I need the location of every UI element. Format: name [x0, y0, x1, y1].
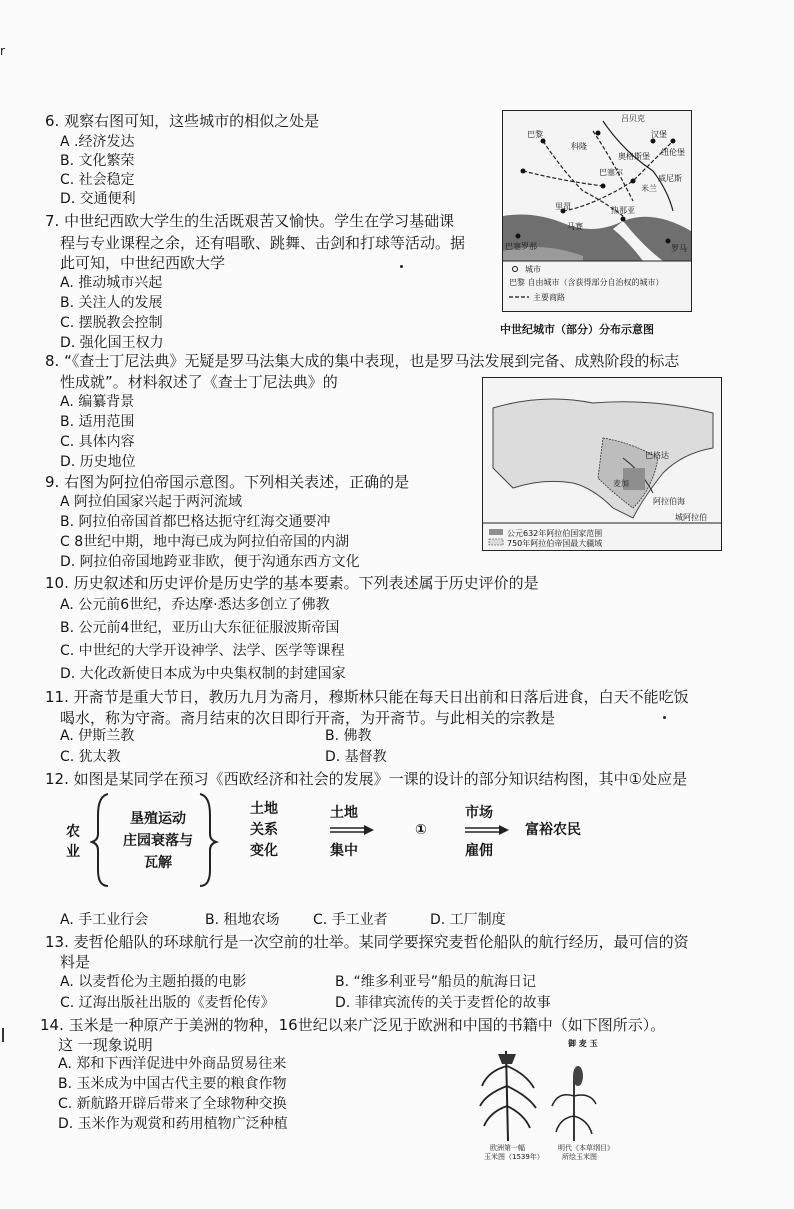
arab-empire-map-drawing [483, 378, 721, 550]
question-10-stem: 10. 历史叙述和历史评价是历史学的基本要素。下列表述属于历史评价的是 [45, 574, 539, 592]
map-city-label: 巴黎 [527, 130, 543, 139]
question-7-stem-line3: 此可知，中世纪西欧大学 [60, 254, 226, 272]
diagram-arrow1-bottom: 集中 [330, 843, 358, 859]
question-7-stem-line1: 7. 中世纪西欧大学生的生活既艰苦又愉快。学生在学习基础课 [45, 212, 455, 230]
q10-option-a[interactable]: A. 公元前6世纪，乔达摩·悉达多创立了佛教 [60, 597, 330, 613]
q14-option-d[interactable]: D. 玉米作为观赏和药用植物广泛种植 [58, 1116, 288, 1132]
question-11-stem-line2: 喝水，称为守斋。斋月结束的次日即行开斋，为开斋节。与此相关的宗教是 [60, 709, 556, 727]
q7-option-c[interactable]: C. 摆脱教会控制 [60, 315, 163, 331]
diagram-arrow2-top: 市场 [465, 805, 493, 821]
arab-map-label: 巴格达 [645, 451, 669, 460]
q8-option-d[interactable]: D. 历史地位 [60, 454, 136, 470]
arab-map-label: 阿拉伯海 [653, 497, 685, 506]
q6-option-d[interactable]: D. 交通便利 [60, 191, 136, 207]
stray-dot [663, 716, 666, 719]
question-11-stem-line1: 11. 开斋节是重大节日，教历九月为斋月，穆斯林只能在每天日出前和日落后进食，白天不能吃饭 [45, 688, 689, 706]
arrow-right-icon [465, 825, 509, 835]
question-14-stem-line2: 这 一现象说明 [58, 1036, 153, 1054]
map-city-label: 米兰 [641, 184, 657, 193]
diagram-change-line3: 变化 [250, 843, 278, 859]
q6-option-c[interactable]: C. 社会稳定 [60, 172, 135, 188]
corn-left-caption-line2: 玉米图（1539年） [484, 1153, 544, 1161]
q10-option-b[interactable]: B. 公元前4世纪，亚历山大东征征服波斯帝国 [60, 620, 340, 636]
q12-option-b[interactable]: B. 租地农场 [205, 912, 280, 928]
map-city-label: 吕贝克 [621, 114, 645, 123]
question-13-stem-line2: 料是 [60, 953, 91, 971]
knowledge-structure-diagram [60, 790, 640, 890]
map-legend-free-city: 巴黎 自由城市（含获得部分自治权的城市） [509, 278, 664, 287]
map-city-label: 科隆 [571, 142, 587, 151]
q8-option-c[interactable]: C. 具体内容 [60, 434, 135, 450]
question-13-stem-line1: 13. 麦哲伦船队的环球航行是一次空前的壮举。某同学要探究麦哲伦船队的航行经历，最可信的资 [45, 933, 689, 951]
question-8-stem-line1: 8. “《查士丁尼法典》无疑是罗马法集大成的集中表现，也是罗马法发展到完备、成熟阶段的标志 [45, 352, 680, 370]
question-7-stem-line2: 程与专业课程之余，还有唱歌、跳舞、击剑和打球等活动。据 [60, 234, 466, 252]
corn-right-caption-line2: 所绘玉米图 [562, 1153, 597, 1161]
q11-option-b[interactable]: B. 佛教 [325, 728, 372, 744]
diagram-box-line2: 庄园衰落与 [123, 833, 193, 849]
q10-option-d[interactable]: D. 大化改新使日本成为中央集权制的封建国家 [60, 666, 346, 682]
map-city-label: 热那亚 [611, 206, 635, 215]
q11-option-d[interactable]: D. 基督教 [325, 749, 387, 765]
edge-mark-2 [2, 1028, 4, 1042]
stray-dot [400, 265, 403, 268]
map-city-label: 奥格斯堡 [618, 152, 650, 161]
edge-mark: r [0, 44, 5, 58]
q6-option-b[interactable]: B. 文化繁荣 [60, 153, 135, 169]
corn-left-caption-line1: 欧洲第一幅 [490, 1144, 525, 1152]
map-city-label: 马赛 [567, 222, 583, 231]
q9-option-a[interactable]: A 阿拉伯国家兴起于两河流域 [60, 494, 243, 510]
corn-illustration-figure [478, 1038, 623, 1163]
arab-empire-map [482, 377, 722, 551]
question-6-stem: 6. 观察右图可知，这些城市的相似之处是 [45, 112, 320, 130]
q10-option-c[interactable]: C. 中世纪的大学开设神学、法学、医学等课程 [60, 643, 345, 659]
diagram-box-line1: 垦殖运动 [130, 811, 186, 827]
q6-option-a[interactable]: A .经济发达 [60, 134, 135, 150]
arab-map-legend-750: 750年阿拉伯帝国最大疆域 [507, 539, 603, 548]
q9-option-d[interactable]: D. 阿拉伯帝国地跨亚非欧，便于沟通东西方文化 [60, 554, 360, 570]
q14-option-b[interactable]: B. 玉米成为中国古代主要的粮食作物 [58, 1076, 287, 1092]
map-city-label: 里昂 [555, 202, 571, 211]
q11-option-c[interactable]: C. 犹太教 [60, 749, 121, 765]
map-city-label: 威尼斯 [658, 174, 682, 183]
diagram-box-line3: 瓦解 [144, 855, 172, 871]
map-city-label: 纽伦堡 [661, 148, 685, 157]
diagram-result: 富裕农民 [525, 822, 581, 838]
map-city-label: 罗马 [671, 244, 687, 253]
q7-option-a[interactable]: A. 推动城市兴起 [60, 275, 163, 291]
corn-figure-title: 御 麦 玉 [568, 1039, 598, 1048]
q13-option-b[interactable]: B. “维多利亚号”船员的航海日记 [335, 974, 537, 990]
diagram-left-top: 农 [66, 824, 80, 840]
question-12-stem: 12. 如图是某同学在预习《西欧经济和社会的发展》一课的设计的部分知识结构图，其中①处应是 [45, 770, 688, 788]
q14-option-c[interactable]: C. 新航路开辟后带来了全球物种交换 [58, 1096, 287, 1112]
q7-option-d[interactable]: D. 强化国王权力 [60, 335, 164, 351]
q8-option-b[interactable]: B. 适用范围 [60, 414, 135, 430]
map-legend-trade-route: 主要商路 [533, 293, 565, 302]
q13-option-c[interactable]: C. 辽海出版社出版的《麦哲伦传》 [60, 995, 275, 1011]
q9-option-b[interactable]: B. 阿拉伯帝国首都巴格达扼守红海交通要冲 [60, 514, 331, 530]
map-city-label: 巴塞罗那 [505, 242, 537, 251]
q12-option-c[interactable]: C. 手工业者 [313, 912, 388, 928]
diagram-change-line1: 土地 [250, 801, 278, 817]
map-legend-city: 城市 [525, 265, 541, 274]
q8-option-a[interactable]: A. 编纂背景 [60, 394, 135, 410]
medieval-cities-map-caption: 中世纪城市（部分）分布示意图 [500, 323, 654, 336]
diagram-change-line2: 关系 [250, 822, 278, 838]
q9-option-c[interactable]: C 8世纪中期，地中海已成为阿拉伯帝国的内湖 [60, 534, 350, 550]
question-8-stem-line2: 性成就”。材料叙述了《查士丁尼法典》的 [60, 373, 338, 391]
arrow-right-icon [330, 825, 374, 835]
q13-option-a[interactable]: A. 以麦哲伦为主题拍摄的电影 [60, 974, 247, 990]
arab-map-legend-632: 公元632年阿拉伯国家范围 [507, 529, 603, 538]
question-14-stem-line1: 14. 玉米是一种原产于美洲的物种，16世纪以来广泛见于欧洲和中国的书籍中（如下图所示）。 [40, 1016, 666, 1034]
q11-option-a[interactable]: A. 伊斯兰教 [60, 728, 135, 744]
diagram-arrow2-bottom: 雇佣 [465, 843, 493, 859]
arab-map-corner: 城阿拉伯 [675, 513, 707, 522]
q13-option-d[interactable]: D. 菲律宾流传的关于麦哲伦的故事 [335, 995, 551, 1011]
arab-map-label: 麦加 [613, 479, 629, 488]
question-9-stem: 9. 右图为阿拉伯帝国示意图。下列相关表述，正确的是 [45, 473, 410, 491]
diagram-arrow1-top: 土地 [330, 805, 358, 821]
medieval-cities-map [502, 110, 692, 312]
diagram-left-bottom: 业 [66, 844, 80, 860]
map-city-label: 巴塞尔 [599, 168, 623, 177]
q14-option-a[interactable]: A. 郑和下西洋促进中外商品贸易往来 [58, 1056, 287, 1072]
q12-option-d[interactable]: D. 工厂制度 [430, 912, 506, 928]
corn-plant-illustration [478, 1046, 623, 1151]
q7-option-b[interactable]: B. 关注人的发展 [60, 295, 163, 311]
corn-right-caption-line1: 明代《本草纲目》 [558, 1144, 614, 1152]
diagram-blank-circle: ① [415, 822, 427, 838]
map-city-label: 汉堡 [651, 130, 667, 139]
q12-option-a[interactable]: A. 手工业行会 [60, 912, 149, 928]
